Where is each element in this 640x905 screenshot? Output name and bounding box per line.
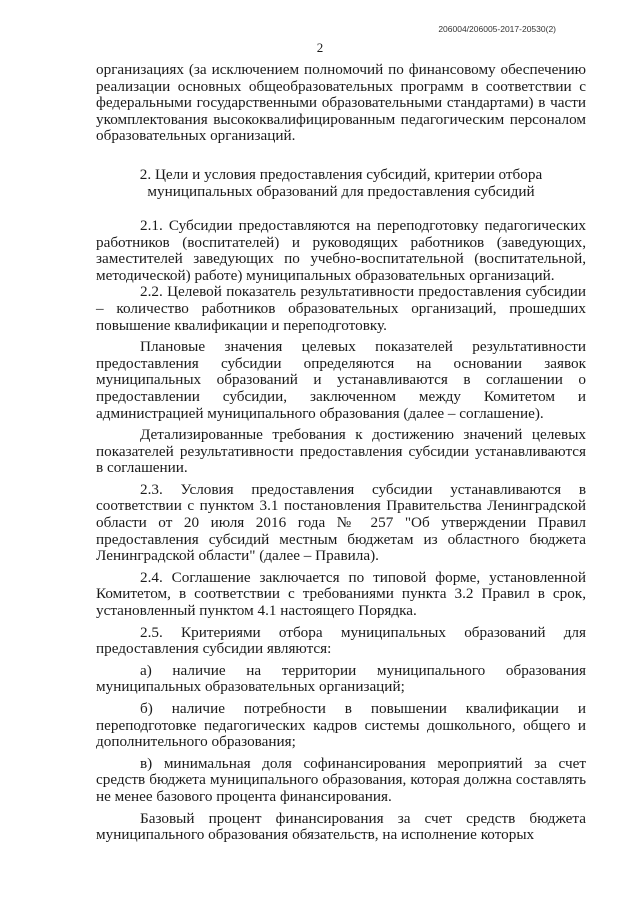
section-heading-line: 2. Цели и условия предоставления субсидий, критерии отбора <box>139 165 543 183</box>
paragraph-planned-values: Плановые значения целевых показателей результативности предоставления субсидии определяются на основании заявок муниципальных образований и устанавливаются в соглашении о предоставлении субсидии, заключенном между Комитетом и администрацией муниципального образования (далее – соглашение). <box>96 338 586 422</box>
paragraph-base-percent: Базовый процент финансирования за счет средств бюджета муниципального образования обязательств, на исполнение которых <box>96 809 586 844</box>
section-heading <box>96 166 586 200</box>
document-id: 206004/206005-2017-20530(2) <box>438 24 556 34</box>
paragraph-2-1: 2.1. Субсидии предоставляются на переподготовку педагогических работников (воспитателей) и руководящих работников (заведующих, заместителей заведующих по учебно-воспитательной (воспитательной, методической) работе) муниципальных образовательных организаций. <box>96 216 586 284</box>
criterion-v: в) минимальная доля софинансирования мероприятий за счет средств бюджета муниципального образования, которая должна составлять не менее базового процента финансирования. <box>96 754 586 805</box>
criterion-b: б) наличие потребности в повышении квалификации и переподготовке педагогических кадров системы дошкольного, общего и дополнительного образования; <box>96 700 586 751</box>
criterion-a: а) наличие на территории муниципального образования муниципальных образовательных организаций; <box>96 661 586 696</box>
paragraph-2-2: 2.2. Целевой показатель результативности предоставления субсидии – количество работников образовательных организаций, прошедших повышение квалификации и переподготовку. <box>96 283 586 334</box>
intro-paragraph: организациях (за исключением полномочий по финансовому обеспечению реализации основных общеобразовательных программ в соответствии с федеральными государственными образовательными стандартами) в части укомплектования высококвалифицированным педагогическим персоналом образовательных организаций. <box>96 61 586 145</box>
paragraph-2-5: 2.5. Критериями отбора муниципальных образований для предоставления субсидии являются: <box>96 623 586 658</box>
paragraph-detailed-requirements: Детализированные требования к достижению значений целевых показателей результативности предоставления субсидии устанавливаются в соглашении. <box>96 426 586 477</box>
paragraph-2-3: 2.3. Условия предоставления субсидии устанавливаются в соответствии с пунктом 3.1 постановления Правительства Ленинградской области от 20 июля 2016 года № 257 "Об утверждении Правил предоставления субсидий местным бюджетам из областного бюджета Ленинградской области" (далее – Правила). <box>96 480 586 565</box>
page-number: 2 <box>316 40 324 55</box>
section-heading-line: муниципальных образований для предоставления субсидий <box>147 182 535 200</box>
paragraph-2-4: 2.4. Соглашение заключается по типовой форме, установленной Комитетом, в соответствии с требованиями пункта 3.2 Правил в срок, установленный пунктом 4.1 настоящего Порядка. <box>96 568 586 620</box>
document-body <box>96 62 586 844</box>
